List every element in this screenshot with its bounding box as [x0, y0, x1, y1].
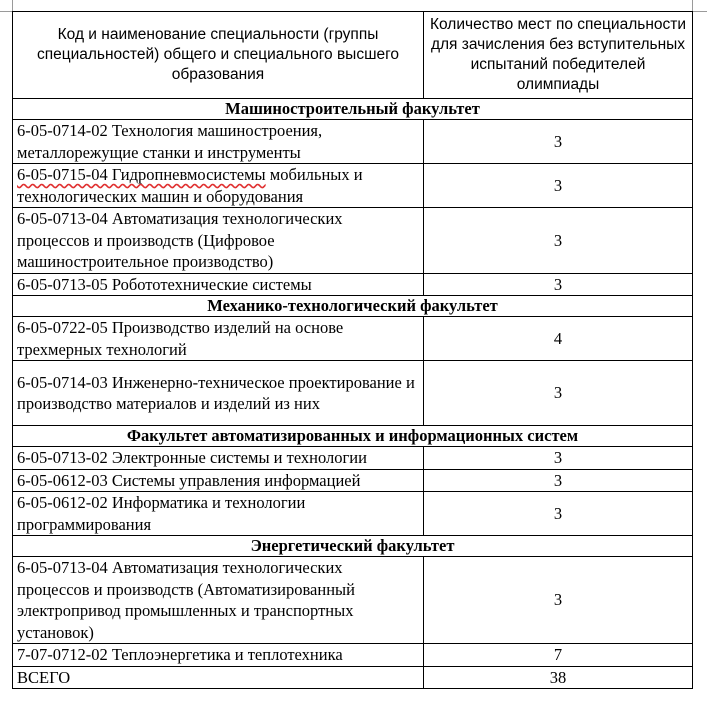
spellcheck-word: 6-05-0715-04 Гидропневмосистемы — [17, 165, 266, 184]
specialty-name: 6-05-0714-03 Инженерно-техническое проектирование и производство материалов и изделий из них — [13, 361, 424, 426]
faculty-row — [13, 536, 693, 557]
table-row — [13, 120, 693, 164]
places-count: 3 — [424, 447, 693, 470]
specialty-name: 6-05-0714-02 Технология машиностроения, металлорежущие станки и инструменты — [13, 120, 424, 164]
faculty-row — [13, 426, 693, 447]
places-count: 3 — [424, 361, 693, 426]
total-row — [13, 666, 693, 689]
table-row — [13, 469, 693, 492]
specialty-name: 6-05-0612-03 Системы управления информацией — [13, 469, 424, 492]
table-row — [13, 644, 693, 667]
faculty-row — [13, 99, 693, 120]
header-specialty: Код и наименование специальности (группы специальностей) общего и специального высшего образования — [13, 12, 424, 99]
table-row — [13, 361, 693, 426]
faculty-title: Машиностроительный факультет — [13, 99, 693, 120]
specialty-name: 6-05-0713-04 Автоматизация технологических процессов и производств (Автоматизированный электропривод промышленных и транспортных установок) — [13, 557, 424, 644]
table-row — [13, 317, 693, 361]
specialty-name: 6-05-0722-05 Производство изделий на основе трехмерных технологий — [13, 317, 424, 361]
faculty-title: Факультет автоматизированных и информационных систем — [13, 426, 693, 447]
table-row — [13, 447, 693, 470]
specialty-name: 6-05-0713-04 Автоматизация технологических процессов и производств (Цифровое машиностроительное производство) — [13, 208, 424, 274]
faculty-title: Механико-технологический факультет — [13, 296, 693, 317]
faculty-title: Энергетический факультет — [13, 536, 693, 557]
table-header-row — [13, 12, 693, 99]
places-count: 4 — [424, 317, 693, 361]
specialty-name: 6-05-0713-05 Робототехнические системы — [13, 273, 424, 296]
places-count: 3 — [424, 120, 693, 164]
places-count: 3 — [424, 273, 693, 296]
places-count: 3 — [424, 208, 693, 274]
table-row — [13, 492, 693, 536]
specialty-name: 6-05-0713-02 Электронные системы и технологии — [13, 447, 424, 470]
places-count: 7 — [424, 644, 693, 667]
places-count: 3 — [424, 469, 693, 492]
header-places: Количество мест по специальности для зачисления без вступительных испытаний победителей олимпиады — [424, 12, 693, 99]
specialty-name: 7-07-0712-02 Теплоэнергетика и теплотехника — [13, 644, 424, 667]
places-count: 3 — [424, 492, 693, 536]
specialties-table — [12, 11, 693, 689]
faculty-row — [13, 296, 693, 317]
margin-mark-left-h — [0, 11, 12, 12]
table-row — [13, 557, 693, 644]
places-count: 3 — [424, 164, 693, 208]
margin-mark-right-h — [692, 11, 707, 12]
specialty-name: 6-05-0612-02 Информатика и технологии программирования — [13, 492, 424, 536]
specialty-name: 6-05-0715-04 Гидропневмосистемы мобильных и технологических машин и оборудования — [13, 164, 424, 208]
table-row — [13, 164, 693, 208]
table-row — [13, 273, 693, 296]
places-count: 3 — [424, 557, 693, 644]
total-label: ВСЕГО — [13, 666, 424, 689]
table-row — [13, 208, 693, 274]
total-value: 38 — [424, 666, 693, 689]
